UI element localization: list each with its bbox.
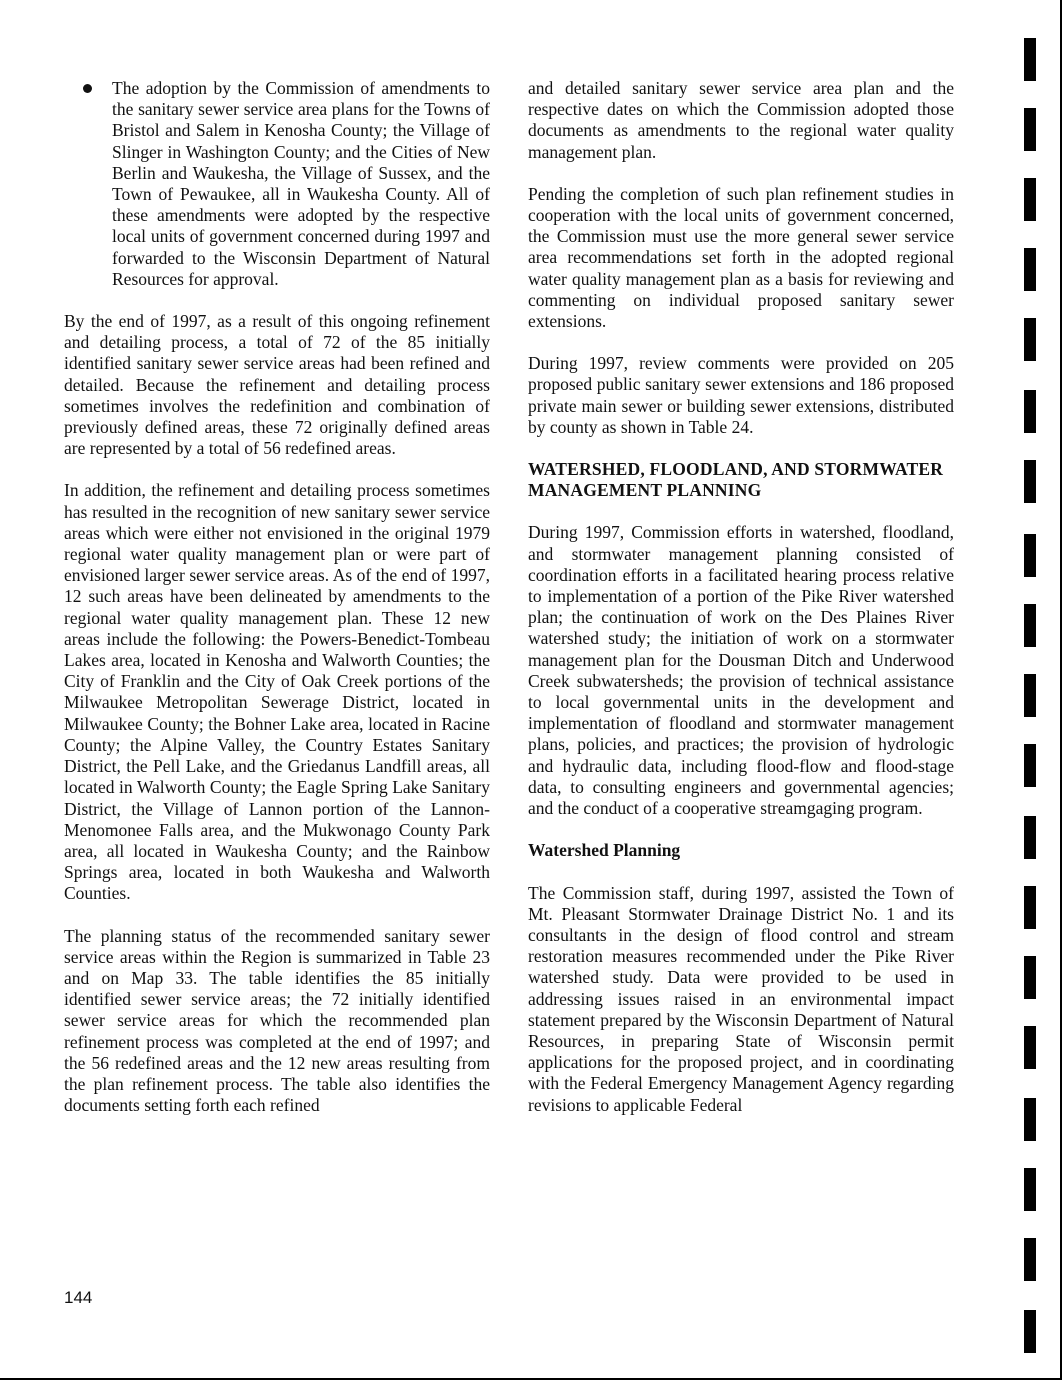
binding-mark	[1024, 318, 1036, 361]
right-column	[528, 78, 954, 1137]
binding-mark	[1024, 744, 1036, 787]
paragraph: Pending the completion of such plan refinement studies in cooperation with the local units of government concerned, the Commission must use the more general sewer service area recommendations set forth in the adopted regional water quality management plan as a basis for reviewing and commenting on individual proposed sanitary sewer extensions.	[528, 183, 954, 332]
binding-mark	[1024, 674, 1036, 717]
paragraph: The planning status of the recommended sanitary sewer service areas within the Region is summarized in Table 23 and on Map 33. The table identifies the 85 initially identified sewer service areas; the 72 initially identified sewer service areas for which the recommended plan refinement process was completed at the end of 1997; and the 56 redefined areas and the 12 new areas resulting from the plan refinement process. The table also identifies the documents setting forth each refined	[64, 925, 490, 1116]
binding-mark	[1024, 178, 1036, 221]
binding-mark	[1024, 108, 1036, 151]
binding-mark	[1024, 534, 1036, 577]
binding-mark	[1024, 886, 1036, 929]
binding-mark	[1024, 1026, 1036, 1069]
binding-marks	[1024, 0, 1048, 1380]
section-heading: WATERSHED, FLOODLAND, AND STORMWATER MANAGEMENT PLANNING	[528, 459, 944, 501]
paragraph: The Commission staff, during 1997, assisted the Town of Mt. Pleasant Stormwater Drainage District No. 1 and its consultants in the design of flood control and stream restoration measures recommended under the Pike River watershed study. Data were provided to be used in addressing issues raised in an environmental impact statement prepared by the Wisconsin Department of Natural Resources, in preparing State of Wisconsin permit applications for the proposed project, and in coordinating with the Federal Emergency Management Agency regarding revisions to applicable Federal	[528, 882, 954, 1115]
paragraph: By the end of 1997, as a result of this ongoing refinement and detailing process, a total of 72 of the 85 initially identified sanitary sewer service areas had been refined and detailed. Because the refinement and detailing process sometimes involves the redefinition and combination of previously defined areas, these 72 originally defined areas are represented by a total of 56 redefined areas.	[64, 311, 490, 459]
subsection-heading: Watershed Planning	[528, 840, 681, 861]
binding-mark	[1024, 1098, 1036, 1141]
binding-mark	[1024, 1310, 1036, 1353]
bullet-icon	[83, 84, 92, 93]
binding-mark	[1024, 390, 1036, 433]
binding-mark	[1024, 38, 1036, 81]
binding-mark	[1024, 956, 1036, 999]
paragraph: During 1997, review comments were provided on 205 proposed public sanitary sewer extensions and 186 proposed private main sewer or building sewer extensions, distributed by county as shown in Table 24.	[528, 353, 954, 437]
binding-mark	[1024, 1238, 1036, 1281]
bullet-list-item	[64, 78, 490, 290]
paragraph: and detailed sanitary sewer service area plan and the respective dates on which the Commission adopted those documents as amendments to the regional water quality management plan.	[528, 78, 954, 162]
binding-mark	[1024, 604, 1036, 647]
paragraph: In addition, the refinement and detailing process sometimes has resulted in the recognition of new sanitary sewer service areas which were either not envisioned in the original 1979 regional water quality management plan or were part of envisioned larger sewer service areas. As of the end of 1997, 12 such areas have been delineated by amendments to the regional water quality management plan. These 12 new areas include the following: the Powers-Benedict-Tombeau Lakes area, located in Kenosha and Walworth Counties; the City of Franklin and the City of Oak Creek portions of the Milwaukee Metropolitan Sewerage District, located in Milwaukee County; the Bohner Lake area, located in Racine County; the Alpine Valley, the Country Estates Sanitary District, the Pell Lake, and the Griedanus Landfill areas, all located in Walworth County; the Eagle Spring Lake Sanitary District, the Village of Lannon portion of the Lannon-Menomonee Falls area, and the Mukwonago County Park area, all located in Waukesha County; and the Rainbow Springs area, located in both Waukesha and Walworth Counties.	[64, 480, 490, 904]
binding-mark	[1024, 816, 1036, 859]
paragraph: During 1997, Commission efforts in watershed, floodland, and stormwater management planning consisted of coordination efforts in a facilitated hearing process relative to implementation of a portion of the Pike River watershed plan; the continuation of work on the Des Plaines River watershed study; the initiation of work on a stormwater management plan for the Dousman Ditch and Underwood Creek subwatersheds; the provision of technical assistance to local governmental units in the development and implementation of floodland and stormwater management plans, policies, and practices; the provision of hydrologic and hydraulic data, including flood-flow and flood-stage data, to consulting engineers and governmental agencies; and the conduct of a cooperative streamgaging program.	[528, 522, 954, 819]
binding-mark	[1024, 460, 1036, 503]
binding-mark	[1024, 1168, 1036, 1211]
binding-mark	[1024, 248, 1036, 291]
page-number: 144	[64, 1288, 93, 1307]
bullet-text: The adoption by the Commission of amendments to the sanitary sewer service area plans for the Towns of Bristol and Salem in Kenosha County; the Village of Slinger in Washington County; and the Cities of New Berlin and Waukesha, the Village of Sussex, and the Town of Pewaukee, all in Waukesha County. All of these amendments were adopted by the respective local units of government concerned during 1997 and forwarded to the Wisconsin Department of Natural Resources for approval.	[112, 78, 490, 289]
left-column	[64, 78, 490, 1137]
